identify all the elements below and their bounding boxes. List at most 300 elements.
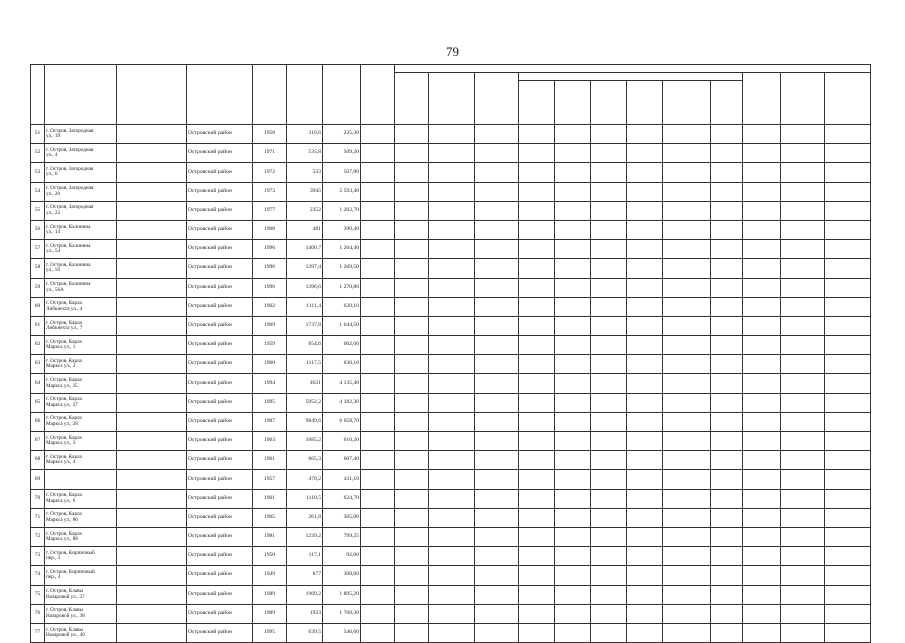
cell-cold-water <box>555 547 591 566</box>
header-year-built <box>253 65 287 125</box>
cell-documentation <box>825 527 871 546</box>
cell-electricity <box>663 470 711 489</box>
cell-heating <box>519 470 555 489</box>
cell-roof-repair <box>429 240 475 259</box>
table-row <box>31 316 871 335</box>
cell-elevator-repair <box>781 566 825 585</box>
cell-residential-area: 507,80 <box>323 163 361 182</box>
cell-district: Островский район <box>187 259 253 278</box>
cell-row-number: 55 <box>31 201 45 220</box>
cell-hot-water <box>627 393 663 412</box>
cell-heating <box>519 489 555 508</box>
cell-residential-area: 6 658,70 <box>323 412 361 431</box>
cell-facade-repair <box>475 412 519 431</box>
cell-functional-repair <box>395 297 429 316</box>
cell-electricity <box>663 566 711 585</box>
cell-year-built: 1989 <box>253 585 287 604</box>
cell-roof-repair <box>429 527 475 546</box>
cell-residential-area: 799,25 <box>323 527 361 546</box>
table-row <box>31 182 871 201</box>
cell-residential-area: 92,60 <box>323 547 361 566</box>
cell-residential-area: 1 805,20 <box>323 585 361 604</box>
cell-sewerage <box>591 201 627 220</box>
table-row <box>31 220 871 239</box>
cell-building-type <box>117 412 187 431</box>
cell-elevator-repair <box>781 585 825 604</box>
cell-functional-repair <box>395 336 429 355</box>
table-body <box>31 125 871 643</box>
cell-facade-repair <box>475 144 519 163</box>
cell-electricity <box>663 355 711 374</box>
cell-heating <box>519 220 555 239</box>
cell-cold-water <box>555 278 591 297</box>
cell-elevator-repair <box>781 604 825 623</box>
cell-hot-water <box>627 355 663 374</box>
cell-hot-water <box>627 604 663 623</box>
cell-row-number: 51 <box>31 125 45 144</box>
cell-sewerage <box>591 336 627 355</box>
cell-electricity <box>663 336 711 355</box>
table-row <box>31 432 871 451</box>
cell-residential-area: 4 135,40 <box>323 374 361 393</box>
cell-total-area: 1933 <box>287 604 323 623</box>
cell-year-built: 1959 <box>253 336 287 355</box>
cell-cold-water <box>555 508 591 527</box>
cell-elevator-repair <box>781 547 825 566</box>
cell-year-built: 1972 <box>253 163 287 182</box>
cell-row-number: 63 <box>31 355 45 374</box>
cell-total-area: 1969,2 <box>287 585 323 604</box>
cell-sewerage <box>591 355 627 374</box>
cell-row-number: 61 <box>31 316 45 335</box>
cell-year-built: 1962 <box>253 297 287 316</box>
cell-functional-repair <box>395 451 429 470</box>
cell-cold-water <box>555 240 591 259</box>
cell-elevator-repair <box>781 527 825 546</box>
header-electricity <box>663 81 711 125</box>
cell-functional-repair <box>395 393 429 412</box>
cell-gas <box>711 297 743 316</box>
cell-functional-repair <box>395 432 429 451</box>
table-row <box>31 144 871 163</box>
cell-privatization-date <box>361 182 395 201</box>
cell-total-area: 1085,2 <box>287 432 323 451</box>
cell-heating <box>519 527 555 546</box>
cell-sewerage <box>591 432 627 451</box>
header-band-row <box>31 65 871 73</box>
cell-roof-repair <box>429 297 475 316</box>
cell-row-number: 66 <box>31 412 45 431</box>
cell-address: г. Остров, Клавы Назаровой ул., 38 <box>45 604 117 623</box>
cell-elevator-repair <box>781 297 825 316</box>
cell-gas <box>711 278 743 297</box>
table-row <box>31 163 871 182</box>
table-row <box>31 278 871 297</box>
cell-elevator-repair <box>781 144 825 163</box>
cell-address: г. Остров, Кирпичный пер., 3 <box>45 547 117 566</box>
cell-hot-water <box>627 527 663 546</box>
cell-functional-repair <box>395 585 429 604</box>
cell-hot-water <box>627 470 663 489</box>
cell-heating <box>519 125 555 144</box>
cell-hot-water <box>627 508 663 527</box>
cell-building-type <box>117 604 187 623</box>
cell-functional-repair <box>395 182 429 201</box>
cell-privatization-date <box>361 374 395 393</box>
cell-privatization-date <box>361 566 395 585</box>
cell-basement-repair <box>743 585 781 604</box>
cell-hot-water <box>627 240 663 259</box>
cell-residential-area: 1 768,30 <box>323 604 361 623</box>
cell-cold-water <box>555 374 591 393</box>
cell-address: г. Остров, Калинина ул., 56А <box>45 278 117 297</box>
cell-hot-water <box>627 566 663 585</box>
cell-roof-repair <box>429 259 475 278</box>
cell-residential-area: 610,20 <box>323 432 361 451</box>
cell-privatization-date <box>361 508 395 527</box>
cell-total-area: 1111,4 <box>287 297 323 316</box>
cell-sewerage <box>591 240 627 259</box>
table-row <box>31 489 871 508</box>
cell-facade-repair <box>475 355 519 374</box>
cell-cold-water <box>555 451 591 470</box>
cell-privatization-date <box>361 163 395 182</box>
cell-address <box>45 470 117 489</box>
cell-documentation <box>825 163 871 182</box>
cell-documentation <box>825 125 871 144</box>
header-gas <box>711 81 743 125</box>
cell-facade-repair <box>475 547 519 566</box>
cell-electricity <box>663 585 711 604</box>
cell-year-built: 1977 <box>253 201 287 220</box>
cell-total-area: 1396,6 <box>287 278 323 297</box>
cell-documentation <box>825 336 871 355</box>
cell-district: Островский район <box>187 144 253 163</box>
cell-sewerage <box>591 278 627 297</box>
cell-facade-repair <box>475 220 519 239</box>
cell-residential-area: 411,10 <box>323 470 361 489</box>
cell-privatization-date <box>361 240 395 259</box>
cell-year-built: 1969 <box>253 316 287 335</box>
cell-facade-repair <box>475 201 519 220</box>
cell-total-area: 639,5 <box>287 623 323 642</box>
cell-residential-area: 546,60 <box>323 623 361 642</box>
cell-facade-repair <box>475 393 519 412</box>
cell-functional-repair <box>395 278 429 297</box>
cell-heating <box>519 355 555 374</box>
cell-basement-repair <box>743 259 781 278</box>
cell-year-built: 1971 <box>253 144 287 163</box>
header-basement-repair <box>743 73 781 125</box>
cell-elevator-repair <box>781 393 825 412</box>
cell-elevator-repair <box>781 412 825 431</box>
cell-cold-water <box>555 432 591 451</box>
cell-building-type <box>117 316 187 335</box>
cell-privatization-date <box>361 585 395 604</box>
table-row <box>31 240 871 259</box>
cell-gas <box>711 451 743 470</box>
cell-total-area: 117,1 <box>287 547 323 566</box>
cell-privatization-date <box>361 527 395 546</box>
cell-district: Островский район <box>187 604 253 623</box>
cell-row-number: 54 <box>31 182 45 201</box>
cell-sewerage <box>591 259 627 278</box>
cell-gas <box>711 432 743 451</box>
cell-row-number: 77 <box>31 623 45 642</box>
cell-privatization-date <box>361 316 395 335</box>
cell-elevator-repair <box>781 508 825 527</box>
table-row <box>31 585 871 604</box>
cell-residential-area: 1 202,70 <box>323 201 361 220</box>
cell-basement-repair <box>743 432 781 451</box>
cell-facade-repair <box>475 604 519 623</box>
cell-documentation <box>825 374 871 393</box>
cell-electricity <box>663 316 711 335</box>
cell-roof-repair <box>429 163 475 182</box>
cell-gas <box>711 470 743 489</box>
cell-roof-repair <box>429 604 475 623</box>
cell-building-type <box>117 201 187 220</box>
cell-heating <box>519 547 555 566</box>
cell-row-number: 69 <box>31 470 45 489</box>
cell-functional-repair <box>395 508 429 527</box>
table-row <box>31 374 871 393</box>
cell-heating <box>519 240 555 259</box>
cell-address: г. Остров, Клавы Назаровой ул., 40 <box>45 623 117 642</box>
cell-total-area: 316,6 <box>287 125 323 144</box>
cell-district: Островский район <box>187 585 253 604</box>
cell-building-type <box>117 508 187 527</box>
table-row <box>31 451 871 470</box>
cell-hot-water <box>627 125 663 144</box>
cell-sewerage <box>591 182 627 201</box>
cell-total-area: 1400,7 <box>287 240 323 259</box>
header-total-area <box>287 65 323 125</box>
cell-electricity <box>663 432 711 451</box>
cell-documentation <box>825 432 871 451</box>
cell-documentation <box>825 585 871 604</box>
cell-basement-repair <box>743 182 781 201</box>
cell-facade-repair <box>475 182 519 201</box>
cell-facade-repair <box>475 508 519 527</box>
cell-cold-water <box>555 259 591 278</box>
cell-year-built: 1995 <box>253 393 287 412</box>
cell-facade-repair <box>475 278 519 297</box>
cell-row-number: 56 <box>31 220 45 239</box>
cell-functional-repair <box>395 259 429 278</box>
cell-documentation <box>825 508 871 527</box>
cell-cold-water <box>555 566 591 585</box>
cell-residential-area: 602,00 <box>323 336 361 355</box>
cell-documentation <box>825 393 871 412</box>
cell-facade-repair <box>475 259 519 278</box>
cell-heating <box>519 393 555 412</box>
cell-district: Островский район <box>187 336 253 355</box>
cell-hot-water <box>627 336 663 355</box>
cell-privatization-date <box>361 336 395 355</box>
cell-elevator-repair <box>781 451 825 470</box>
cell-gas <box>711 585 743 604</box>
table-row <box>31 125 871 144</box>
cell-privatization-date <box>361 201 395 220</box>
cell-cold-water <box>555 470 591 489</box>
cell-heating <box>519 412 555 431</box>
cell-elevator-repair <box>781 432 825 451</box>
cell-district: Островский район <box>187 240 253 259</box>
cell-elevator-repair <box>781 470 825 489</box>
cell-basement-repair <box>743 297 781 316</box>
cell-building-type <box>117 220 187 239</box>
cell-elevator-repair <box>781 163 825 182</box>
cell-total-area: 481 <box>287 220 323 239</box>
cell-building-type <box>117 451 187 470</box>
cell-sewerage <box>591 489 627 508</box>
cell-facade-repair <box>475 585 519 604</box>
header-residential-area <box>323 65 361 125</box>
cell-row-number: 72 <box>31 527 45 546</box>
cell-district: Островский район <box>187 508 253 527</box>
cell-hot-water <box>627 547 663 566</box>
cell-row-number: 62 <box>31 336 45 355</box>
cell-row-number: 71 <box>31 508 45 527</box>
cell-hot-water <box>627 316 663 335</box>
cell-hot-water <box>627 412 663 431</box>
cell-district: Островский район <box>187 278 253 297</box>
cell-electricity <box>663 201 711 220</box>
cell-district: Островский район <box>187 432 253 451</box>
cell-address: г. Остров, Клавы Назаровой ул., 37 <box>45 585 117 604</box>
cell-privatization-date <box>361 355 395 374</box>
cell-year-built: 1961 <box>253 489 287 508</box>
cell-sewerage <box>591 125 627 144</box>
cell-total-area: 1239,2 <box>287 527 323 546</box>
cell-cold-water <box>555 355 591 374</box>
cell-privatization-date <box>361 604 395 623</box>
cell-sewerage <box>591 470 627 489</box>
cell-facade-repair <box>475 297 519 316</box>
cell-functional-repair <box>395 144 429 163</box>
cell-total-area: 470,2 <box>287 470 323 489</box>
cell-address: г. Остров, Карла Маркса ул., 27 <box>45 393 117 412</box>
cell-sewerage <box>591 220 627 239</box>
cell-hot-water <box>627 220 663 239</box>
cell-basement-repair <box>743 220 781 239</box>
cell-cold-water <box>555 125 591 144</box>
cell-cold-water <box>555 527 591 546</box>
cell-roof-repair <box>429 220 475 239</box>
cell-address: г. Остров, Карла Маркса ул., 28 <box>45 412 117 431</box>
header-sewerage <box>591 81 627 125</box>
cell-building-type <box>117 470 187 489</box>
cell-address: г. Остров, Карла Маркса ул., 4 <box>45 451 117 470</box>
cell-functional-repair <box>395 316 429 335</box>
cell-documentation <box>825 316 871 335</box>
cell-elevator-repair <box>781 240 825 259</box>
cell-basement-repair <box>743 240 781 259</box>
cell-cold-water <box>555 144 591 163</box>
cell-sewerage <box>591 508 627 527</box>
cell-row-number: 52 <box>31 144 45 163</box>
cell-heating <box>519 182 555 201</box>
cell-documentation <box>825 297 871 316</box>
cell-documentation <box>825 547 871 566</box>
cell-functional-repair <box>395 240 429 259</box>
cell-elevator-repair <box>781 125 825 144</box>
cell-address: г. Остров, Карла Маркса ул., 25 <box>45 374 117 393</box>
header-roof-repair <box>429 73 475 125</box>
cell-basement-repair <box>743 470 781 489</box>
cell-district: Островский район <box>187 125 253 144</box>
cell-heating <box>519 259 555 278</box>
cell-building-type <box>117 336 187 355</box>
cell-residential-area: 308,60 <box>323 566 361 585</box>
cell-electricity <box>663 604 711 623</box>
cell-district: Островский район <box>187 470 253 489</box>
cell-basement-repair <box>743 144 781 163</box>
cell-roof-repair <box>429 393 475 412</box>
cell-gas <box>711 604 743 623</box>
cell-roof-repair <box>429 316 475 335</box>
header-address <box>45 65 117 125</box>
cell-privatization-date <box>361 259 395 278</box>
cell-district: Островский район <box>187 297 253 316</box>
cell-electricity <box>663 527 711 546</box>
cell-hot-water <box>627 432 663 451</box>
cell-functional-repair <box>395 566 429 585</box>
cell-electricity <box>663 489 711 508</box>
cell-privatization-date <box>361 432 395 451</box>
cell-total-area: 533 <box>287 163 323 182</box>
cell-privatization-date <box>361 144 395 163</box>
cell-elevator-repair <box>781 316 825 335</box>
cell-basement-repair <box>743 412 781 431</box>
cell-privatization-date <box>361 125 395 144</box>
cell-gas <box>711 393 743 412</box>
cell-privatization-date <box>361 489 395 508</box>
cell-cold-water <box>555 336 591 355</box>
cell-gas <box>711 201 743 220</box>
cell-heating <box>519 432 555 451</box>
cell-roof-repair <box>429 451 475 470</box>
cell-residential-area: 2 593,40 <box>323 182 361 201</box>
cell-address: г. Остров, Карла Маркса ул., 86 <box>45 508 117 527</box>
cell-electricity <box>663 220 711 239</box>
cell-building-type <box>117 163 187 182</box>
cell-cold-water <box>555 201 591 220</box>
header-privatization-date <box>361 65 395 125</box>
cell-gas <box>711 374 743 393</box>
cell-residential-area: 624,70 <box>323 489 361 508</box>
repair-schedule-table <box>30 64 871 643</box>
cell-row-number: 59 <box>31 278 45 297</box>
cell-gas <box>711 355 743 374</box>
header-functional-repair <box>395 73 429 125</box>
cell-building-type <box>117 566 187 585</box>
cell-gas <box>711 182 743 201</box>
cell-elevator-repair <box>781 259 825 278</box>
cell-heating <box>519 278 555 297</box>
cell-district: Островский район <box>187 393 253 412</box>
cell-year-built: 1949 <box>253 566 287 585</box>
cell-building-type <box>117 355 187 374</box>
cell-documentation <box>825 470 871 489</box>
cell-electricity <box>663 144 711 163</box>
cell-sewerage <box>591 374 627 393</box>
cell-facade-repair <box>475 336 519 355</box>
cell-basement-repair <box>743 451 781 470</box>
cell-heating <box>519 297 555 316</box>
cell-basement-repair <box>743 508 781 527</box>
